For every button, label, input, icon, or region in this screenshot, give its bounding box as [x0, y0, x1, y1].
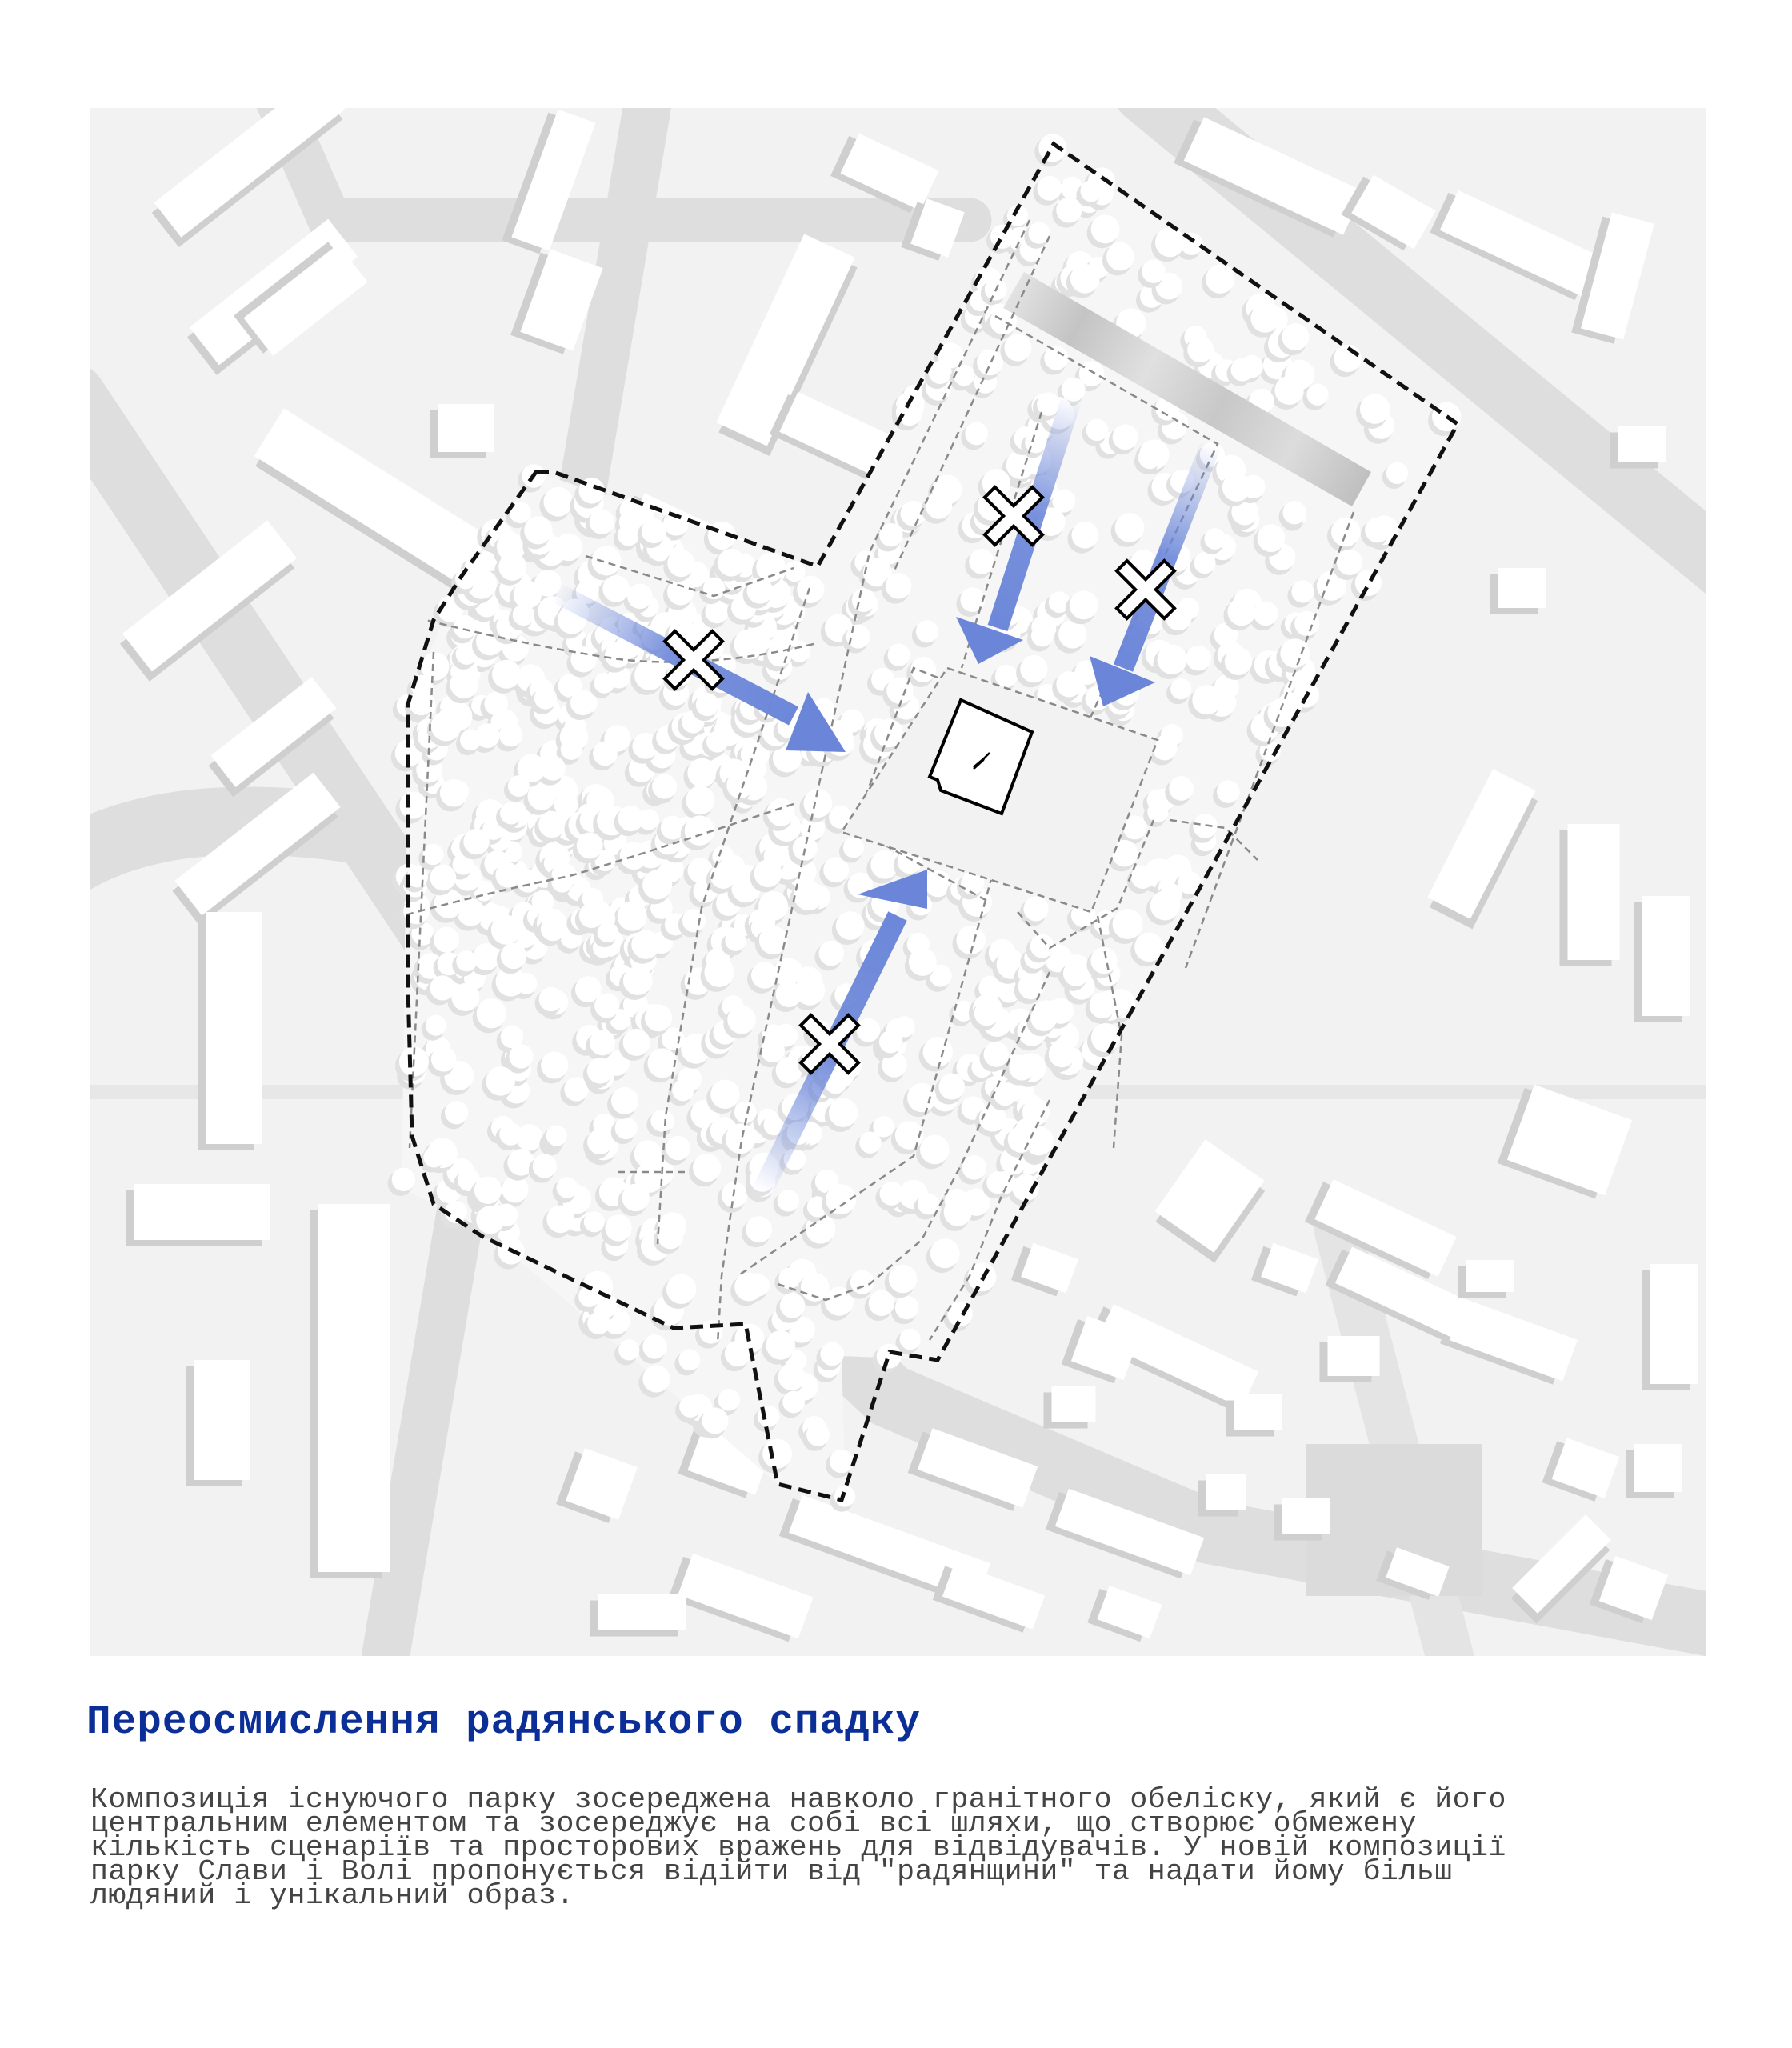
- building: [1226, 1394, 1282, 1437]
- section-title: Переосмислення радянського спадку: [86, 1700, 921, 1746]
- description-line: людяний і унікальний образ.: [90, 1879, 574, 1912]
- building: [430, 404, 494, 458]
- section-description: [90, 1783, 1674, 1912]
- building: [1430, 187, 1603, 304]
- building: [1634, 896, 1690, 1022]
- building: [933, 1560, 1045, 1635]
- building: [310, 1204, 390, 1578]
- description-line: Композиція існуючого парку зосереджена навколо гранітного обеліску, який є його: [90, 1783, 1506, 1816]
- description-line: парку Слави і Волі пропонується відійти від "радянщини" та надати йому більш: [90, 1855, 1453, 1888]
- tree: [638, 1365, 670, 1397]
- building: [1642, 1264, 1698, 1390]
- building: [126, 1184, 270, 1246]
- building: [1320, 1336, 1380, 1382]
- building: [1011, 1240, 1078, 1299]
- building: [1610, 426, 1666, 469]
- building: [1087, 1582, 1162, 1644]
- building: [1274, 1498, 1330, 1541]
- building: [590, 1594, 686, 1637]
- site-plan-map: [90, 108, 1706, 1656]
- building: [198, 912, 262, 1150]
- description-line: кількість сценаріїв та просторових вражень для відвідувачів. У новій композиції: [90, 1831, 1506, 1864]
- building: [1626, 1444, 1682, 1498]
- building: [1458, 1260, 1514, 1298]
- building: [668, 1550, 813, 1644]
- building: [556, 1446, 638, 1526]
- building: [1044, 1386, 1096, 1429]
- building: [1251, 1240, 1318, 1299]
- building: [1150, 1139, 1270, 1263]
- description-line: центральним елементом та зосереджує на собі всі шляхи, що створює обмежену: [90, 1807, 1417, 1840]
- building: [1542, 1435, 1620, 1505]
- building: [1560, 824, 1620, 966]
- building: [186, 1360, 250, 1486]
- building: [1498, 1082, 1632, 1201]
- building: [1490, 568, 1546, 614]
- building: [1424, 769, 1542, 929]
